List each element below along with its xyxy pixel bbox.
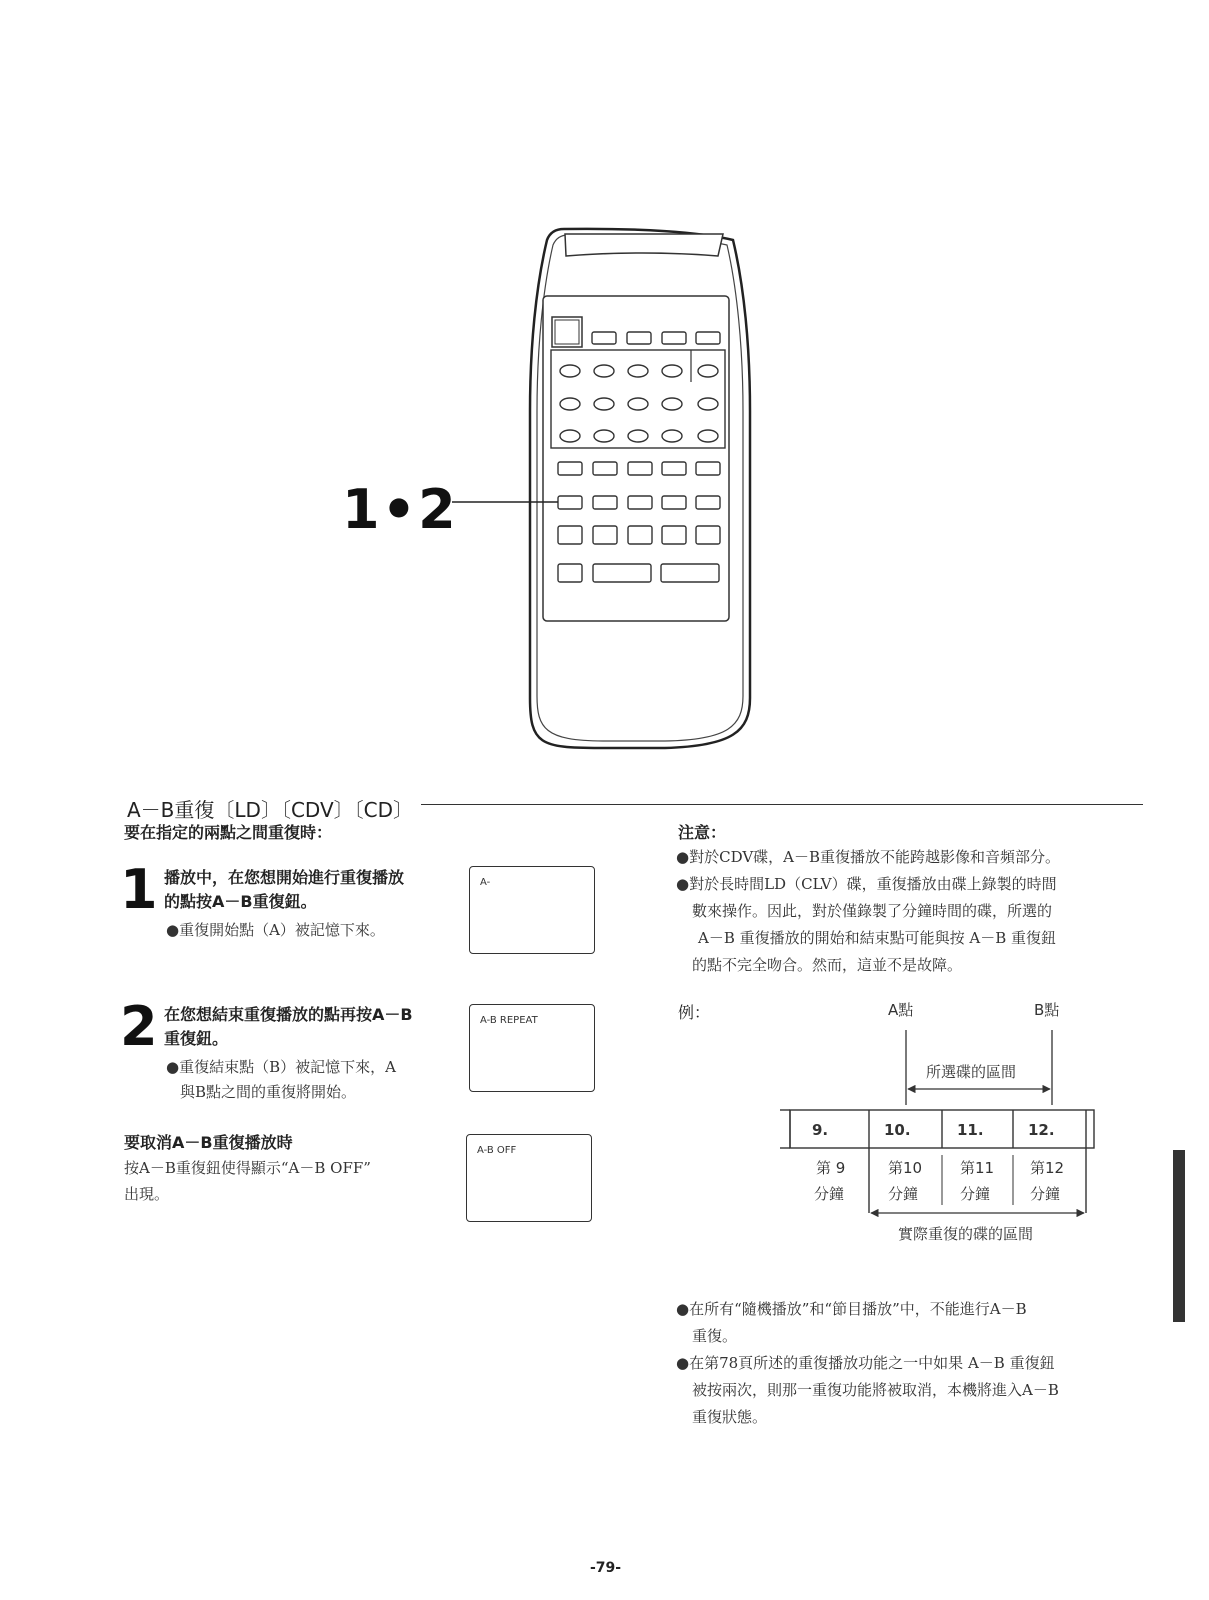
example-label: 例：	[678, 1003, 711, 1022]
osd-display-off	[466, 1134, 592, 1222]
callout-step-label: 1•2	[342, 478, 458, 541]
step-2-bullet-line2: 與B點之間的重復將開始。	[180, 1083, 357, 1101]
note-heading: 注意：	[678, 823, 727, 842]
cancel-text-line1: 按A－B重復鈕使得顯示“A－B OFF”	[124, 1159, 371, 1177]
intro-heading: 要在指定的兩點之間重復時：	[124, 823, 333, 842]
osd-display-a	[469, 866, 595, 954]
cancel-text-line2: 出現。	[124, 1185, 170, 1203]
note-line-2: ●對於長時間LD（CLV）碟，重復播放由碟上錄製的時間	[676, 875, 1057, 893]
track-cell-11: 11.	[957, 1121, 984, 1139]
step-1-text-line1: 播放中，在您想開始進行重復播放	[164, 868, 405, 887]
minute-label-9: 第 9	[816, 1159, 846, 1177]
page-number: -79-	[590, 1560, 622, 1576]
cancel-heading: 要取消A－B重復播放時	[124, 1133, 293, 1152]
minute-label-10: 第10	[888, 1159, 923, 1177]
step-2-number: 2	[120, 995, 158, 1058]
osd-display-off-text: A-B OFF	[477, 1145, 517, 1156]
minute-label-12: 第12	[1030, 1159, 1065, 1177]
note-line-3: 數來操作。因此，對於僅錄製了分鐘時間的碟，所選的	[692, 902, 1053, 920]
bottom-note-line-2: 重復。	[692, 1327, 738, 1345]
note-line-5: 的點不完全吻合。然而，這並不是故障。	[692, 956, 963, 974]
bottom-note-line-5: 重復狀態。	[692, 1408, 768, 1426]
minute-label-11: 第11	[960, 1159, 995, 1177]
minute-unit-10: 分鐘	[888, 1185, 919, 1203]
diagram-lines	[780, 995, 1110, 1255]
track-cell-10: 10.	[884, 1121, 911, 1139]
step-1-bullet: ●重復開始點（A）被記憶下來。	[166, 921, 385, 939]
minute-unit-12: 分鐘	[1030, 1185, 1061, 1203]
track-cell-12: 12.	[1028, 1121, 1055, 1139]
step-2-bullet-line1: ●重復結束點（B）被記憶下來，A	[166, 1058, 396, 1076]
ab-repeat-diagram	[780, 995, 1110, 1255]
step-1-number: 1	[120, 858, 158, 921]
step-2-text-line1: 在您想結束重復播放的點再按A－B	[164, 1005, 413, 1024]
osd-display-a-text: A-	[480, 877, 491, 888]
osd-display-repeat-text: A-B REPEAT	[480, 1015, 538, 1026]
step-2-text-line2: 重復鈕。	[164, 1029, 229, 1048]
step-1-text-line2: 的點按A－B重復鈕。	[164, 892, 317, 911]
osd-display-repeat	[469, 1004, 595, 1092]
actual-range-label: 實際重復的碟的區間	[898, 1225, 1034, 1243]
note-line-1: ●對於CDV碟，A－B重復播放不能跨越影像和音頻部分。	[676, 848, 1061, 866]
track-cell-9: 9.	[812, 1121, 829, 1139]
b-point-label: B點	[1034, 1001, 1060, 1019]
a-point-label: A點	[888, 1001, 914, 1019]
note-line-4: A－B 重復播放的開始和結束點可能與按 A－B 重復鈕	[698, 929, 1057, 947]
bottom-note-line-3: ●在第78頁所述的重復播放功能之一中如果 A－B 重復鈕	[676, 1354, 1055, 1372]
bottom-note-line-1: ●在所有“隨機播放”和“節目播放”中，不能進行A－B	[676, 1300, 1027, 1318]
selected-range-label: 所選碟的區間	[926, 1063, 1017, 1081]
chapter-tab-marker	[1173, 1150, 1185, 1322]
section-title: A－B重復〔LD〕〔CDV〕〔CD〕	[127, 794, 421, 823]
bottom-note-line-4: 被按兩次，則那一重復功能將被取消，本機將進入A－B	[692, 1381, 1059, 1399]
minute-unit-9: 分鐘	[814, 1185, 845, 1203]
minute-unit-11: 分鐘	[960, 1185, 991, 1203]
